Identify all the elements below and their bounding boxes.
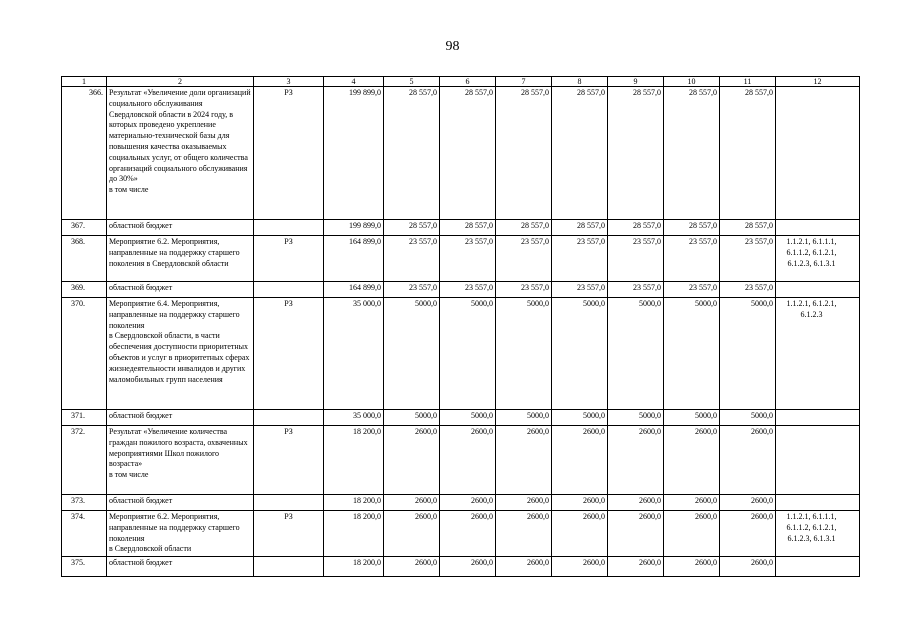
row-number: 366. [62, 87, 107, 220]
row-year-value: 2600,0 [720, 557, 776, 577]
row-year-value: 2600,0 [720, 426, 776, 495]
column-header: 5 [384, 77, 440, 87]
row-number: 368. [62, 236, 107, 282]
row-source-code: РЗ [254, 511, 324, 557]
table-row [62, 298, 860, 410]
row-year-value: 23 557,0 [552, 236, 608, 282]
row-year-value: 2600,0 [664, 511, 720, 557]
row-year-value: 2600,0 [496, 426, 552, 495]
row-year-value: 2600,0 [552, 426, 608, 495]
row-year-value: 28 557,0 [608, 220, 664, 236]
row-year-value: 28 557,0 [496, 87, 552, 220]
row-source-code [254, 220, 324, 236]
row-target-refs [776, 557, 860, 577]
row-year-value: 5000,0 [552, 298, 608, 410]
row-name: областной бюджет [107, 220, 254, 236]
row-year-value: 23 557,0 [496, 282, 552, 298]
row-year-value: 2600,0 [608, 495, 664, 511]
row-year-value: 2600,0 [496, 495, 552, 511]
row-year-value: 2600,0 [552, 511, 608, 557]
row-year-value: 28 557,0 [608, 87, 664, 220]
row-year-value: 5000,0 [496, 298, 552, 410]
row-year-value: 23 557,0 [608, 236, 664, 282]
row-year-value: 5000,0 [384, 298, 440, 410]
row-year-value: 5000,0 [720, 410, 776, 426]
row-target-refs [776, 87, 860, 220]
column-header: 7 [496, 77, 552, 87]
row-year-value: 2600,0 [384, 557, 440, 577]
row-year-value: 2600,0 [384, 495, 440, 511]
table-row [62, 220, 860, 236]
row-year-value: 2600,0 [440, 495, 496, 511]
row-number: 370. [62, 298, 107, 410]
row-number: 373. [62, 495, 107, 511]
row-year-value: 23 557,0 [384, 236, 440, 282]
column-header: 11 [720, 77, 776, 87]
row-year-value: 28 557,0 [720, 220, 776, 236]
row-total: 199 899,0 [324, 87, 384, 220]
row-year-value: 2600,0 [552, 495, 608, 511]
row-source-code [254, 282, 324, 298]
row-year-value: 2600,0 [440, 557, 496, 577]
row-source-code: РЗ [254, 426, 324, 495]
row-year-value: 2600,0 [664, 495, 720, 511]
row-source-code: РЗ [254, 236, 324, 282]
row-year-value: 5000,0 [440, 298, 496, 410]
row-year-value: 28 557,0 [440, 87, 496, 220]
table-row [62, 87, 860, 220]
row-year-value: 2600,0 [720, 511, 776, 557]
row-target-refs: 1.1.2.1, 6.1.1.1, 6.1.1.2, 6.1.2.1, 6.1.2.3, 6.1.3.1 [776, 236, 860, 282]
row-name: Мероприятие 6.2. Мероприятия, направленные на поддержку старшего поколения в Свердловской области [107, 236, 254, 282]
row-total: 199 899,0 [324, 220, 384, 236]
row-source-code [254, 557, 324, 577]
row-name: Результат «Увеличение доли организаций социального обслуживания Свердловской области в 2024 году, в которых проведено укрепление материально-технической базы для повышения качества оказываемых социальных услуг, от общего количества организаций социального обслуживания до 30%» в том числе [107, 87, 254, 220]
row-year-value: 2600,0 [496, 511, 552, 557]
budget-table [61, 76, 860, 577]
row-total: 164 899,0 [324, 236, 384, 282]
row-total: 164 899,0 [324, 282, 384, 298]
row-year-value: 5000,0 [720, 298, 776, 410]
row-total: 35 000,0 [324, 298, 384, 410]
row-name: областной бюджет [107, 495, 254, 511]
row-number: 372. [62, 426, 107, 495]
row-year-value: 5000,0 [440, 410, 496, 426]
table-row [62, 495, 860, 511]
row-name: Мероприятие 6.4. Мероприятия, направленные на поддержку старшего поколения в Свердловской области, в части обеспечения доступности приоритетных объектов и услуг в приоритетных сферах жизнедеятельности инвалидов и других маломобильных групп населения [107, 298, 254, 410]
table-row [62, 511, 860, 557]
row-year-value: 23 557,0 [552, 282, 608, 298]
row-year-value: 5000,0 [496, 410, 552, 426]
table-row [62, 426, 860, 495]
column-header: 12 [776, 77, 860, 87]
row-year-value: 2600,0 [608, 426, 664, 495]
row-year-value: 28 557,0 [496, 220, 552, 236]
row-name: областной бюджет [107, 557, 254, 577]
row-target-refs: 1.1.2.1, 6.1.1.1, 6.1.1.2, 6.1.2.1, 6.1.2.3, 6.1.3.1 [776, 511, 860, 557]
row-year-value: 2600,0 [664, 557, 720, 577]
column-header-row [62, 77, 860, 87]
row-name: Мероприятие 6.2. Мероприятия, направленные на поддержку старшего поколения в Свердловской области [107, 511, 254, 557]
row-year-value: 23 557,0 [440, 282, 496, 298]
row-target-refs [776, 426, 860, 495]
row-year-value: 2600,0 [440, 511, 496, 557]
row-year-value: 28 557,0 [720, 87, 776, 220]
table-row [62, 410, 860, 426]
row-year-value: 2600,0 [608, 511, 664, 557]
row-year-value: 23 557,0 [720, 282, 776, 298]
row-year-value: 23 557,0 [384, 282, 440, 298]
page-number: 98 [445, 39, 460, 54]
row-year-value: 5000,0 [552, 410, 608, 426]
row-year-value: 5000,0 [664, 298, 720, 410]
row-year-value: 23 557,0 [440, 236, 496, 282]
column-header: 9 [608, 77, 664, 87]
row-total: 18 200,0 [324, 511, 384, 557]
row-source-code [254, 410, 324, 426]
row-year-value: 2600,0 [664, 426, 720, 495]
row-name: областной бюджет [107, 282, 254, 298]
row-year-value: 23 557,0 [664, 282, 720, 298]
row-number: 369. [62, 282, 107, 298]
row-year-value: 2600,0 [552, 557, 608, 577]
row-target-refs [776, 282, 860, 298]
table-row [62, 236, 860, 282]
row-target-refs [776, 495, 860, 511]
row-year-value: 23 557,0 [496, 236, 552, 282]
row-target-refs [776, 410, 860, 426]
row-name: областной бюджет [107, 410, 254, 426]
row-source-code [254, 495, 324, 511]
column-header: 10 [664, 77, 720, 87]
row-year-value: 5000,0 [664, 410, 720, 426]
row-year-value: 2600,0 [608, 557, 664, 577]
row-source-code: РЗ [254, 87, 324, 220]
row-name: Результат «Увеличение количества граждан пожилого возраста, охваченных мероприятиями Школ пожилого возраста» в том числе [107, 426, 254, 495]
row-total: 18 200,0 [324, 426, 384, 495]
row-source-code: РЗ [254, 298, 324, 410]
column-header: 6 [440, 77, 496, 87]
row-year-value: 5000,0 [608, 410, 664, 426]
row-year-value: 28 557,0 [552, 220, 608, 236]
row-year-value: 28 557,0 [440, 220, 496, 236]
row-year-value: 28 557,0 [384, 87, 440, 220]
row-year-value: 2600,0 [384, 426, 440, 495]
row-year-value: 28 557,0 [552, 87, 608, 220]
row-year-value: 23 557,0 [664, 236, 720, 282]
row-number: 367. [62, 220, 107, 236]
row-number: 371. [62, 410, 107, 426]
column-header: 8 [552, 77, 608, 87]
row-year-value: 28 557,0 [664, 220, 720, 236]
table-row [62, 282, 860, 298]
row-year-value: 2600,0 [496, 557, 552, 577]
row-target-refs: 1.1.2.1, 6.1.2.1, 6.1.2.3 [776, 298, 860, 410]
row-total: 18 200,0 [324, 557, 384, 577]
row-number: 375. [62, 557, 107, 577]
row-year-value: 28 557,0 [664, 87, 720, 220]
row-year-value: 5000,0 [608, 298, 664, 410]
column-header: 4 [324, 77, 384, 87]
row-target-refs [776, 220, 860, 236]
row-year-value: 28 557,0 [384, 220, 440, 236]
column-header: 2 [107, 77, 254, 87]
column-header: 1 [62, 77, 107, 87]
row-year-value: 2600,0 [384, 511, 440, 557]
row-number: 374. [62, 511, 107, 557]
row-year-value: 5000,0 [384, 410, 440, 426]
row-year-value: 2600,0 [440, 426, 496, 495]
row-total: 18 200,0 [324, 495, 384, 511]
table-row [62, 557, 860, 577]
column-header: 3 [254, 77, 324, 87]
row-year-value: 2600,0 [720, 495, 776, 511]
row-year-value: 23 557,0 [720, 236, 776, 282]
row-total: 35 000,0 [324, 410, 384, 426]
row-year-value: 23 557,0 [608, 282, 664, 298]
